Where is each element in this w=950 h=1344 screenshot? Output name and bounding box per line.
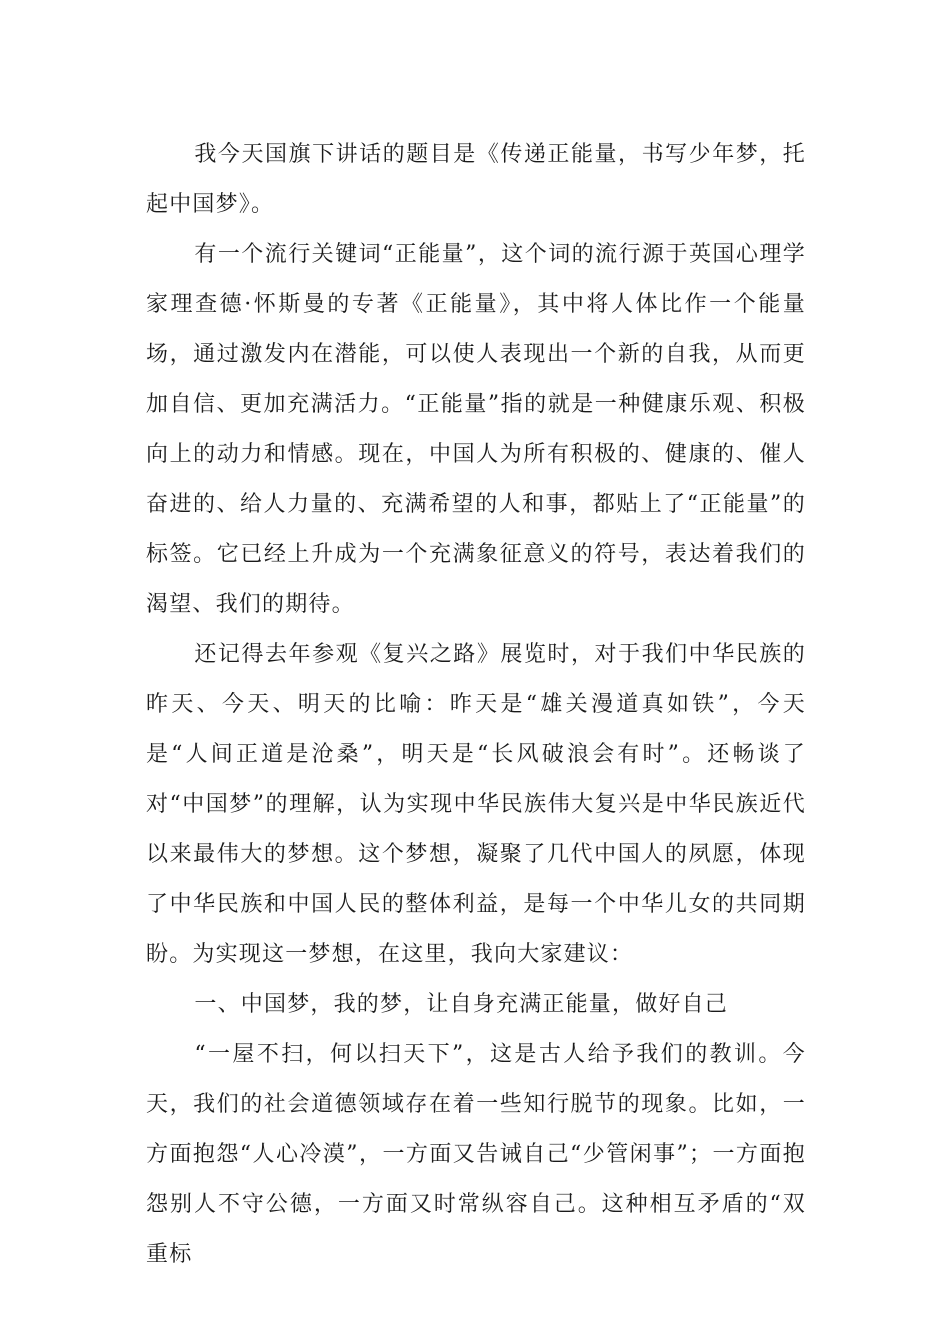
paragraph-speech-title: 我今天国旗下讲话的题目是《传递正能量，书写少年梦，托起中国梦》。 [146,142,806,217]
paragraph-road-to-revival: 还记得去年参观《复兴之路》展览时，对于我们中华民族的昨天、今天、明天的比喻：昨天是“雄关漫道真如铁”，今天是“人间正道是沧桑”，明天是“长风破浪会有时”。还畅谈了对“中国梦”的理解，认为实现中华民族伟大复兴是中华民族近代以来最伟大的梦想。这个梦想，凝聚了几代中国人的夙愿，体现了中华民族和中国人民的整体利益，是每一个中华儿女的共同期盼。为实现这一梦想，在这里，我向大家建议： [146,642,806,967]
paragraph-sweep-house: “一屋不扫，何以扫天下”，这是古人给予我们的教训。今天，我们的社会道德领域存在着一些知行脱节的现象。比如，一方面抱怨“人心冷漠”，一方面又告诫自己“少管闲事”；一方面抱怨别人不守公德，一方面又时常纵容自己。这种相互矛盾的“双重标 [146,1042,806,1267]
paragraph-positive-energy: 有一个流行关键词“正能量”，这个词的流行源于英国心理学家理查德·怀斯曼的专著《正能量》，其中将人体比作一个能量场，通过激发内在潜能，可以使人表现出一个新的自我，从而更加自信、更加充满活力。“正能量”指的就是一种健康乐观、积极向上的动力和情感。现在，中国人为所有积极的、健康的、催人奋进的、给人力量的、充满希望的人和事，都贴上了“正能量”的标签。它已经上升成为一个充满象征意义的符号，表达着我们的渴望、我们的期待。 [146,242,806,617]
document-body [146,130,806,1280]
section-heading-one: 一、中国梦，我的梦，让自身充满正能量，做好自己 [194,992,728,1017]
